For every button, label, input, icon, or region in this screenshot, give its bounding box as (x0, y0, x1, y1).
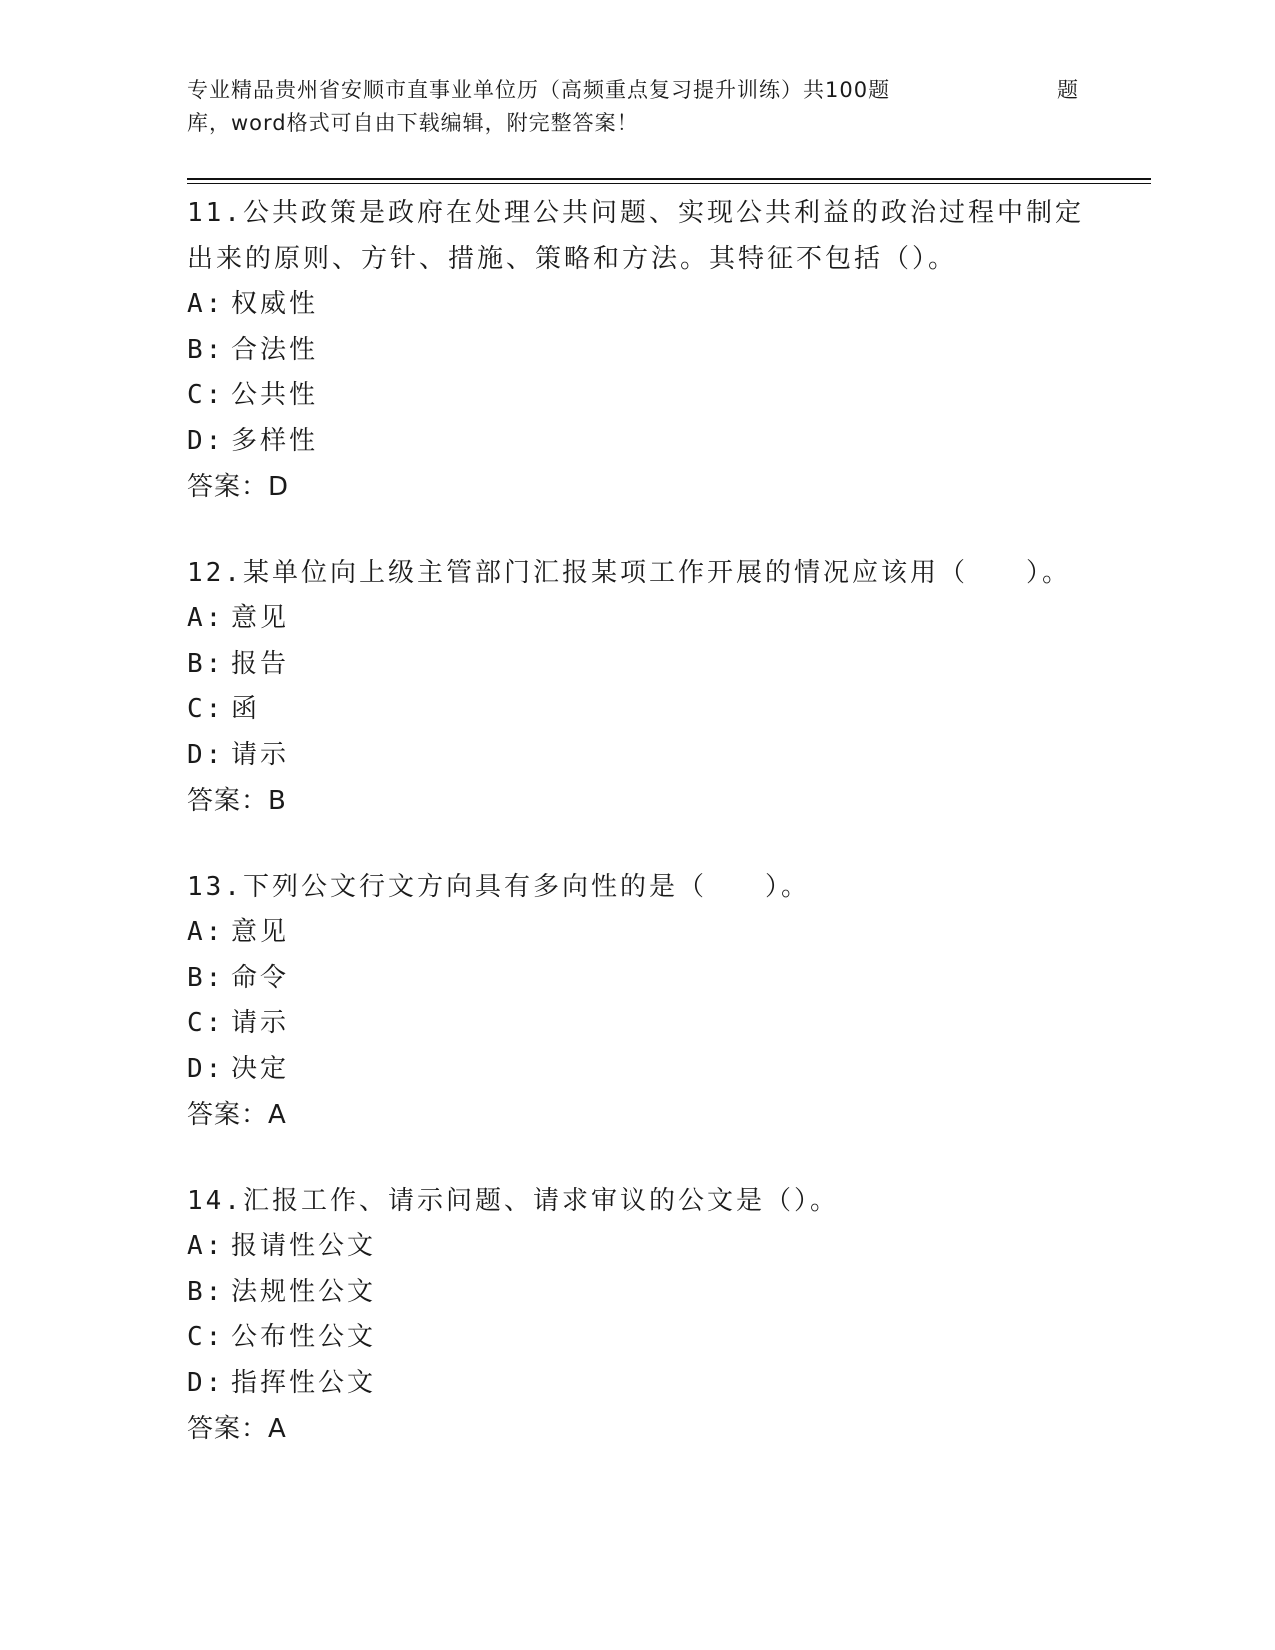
option-label: D: (187, 1367, 225, 1398)
question-stem-line-1: 14.汇报工作、请示问题、请求审议的公文是（）。 (187, 1186, 839, 1216)
option-text: 请示 (231, 1008, 290, 1038)
question-option (187, 956, 1087, 1002)
option-label: D: (187, 1053, 225, 1084)
question-item (187, 550, 1087, 824)
question-item (187, 1178, 1087, 1452)
question-option (187, 1224, 1087, 1270)
question-option (187, 1315, 1087, 1361)
header-line-1 (187, 74, 1087, 107)
option-label: A: (187, 603, 225, 633)
question-option (187, 642, 1087, 688)
question-answer: 答案：A (187, 1414, 287, 1444)
question-option (187, 1270, 1087, 1316)
question-option (187, 1361, 1087, 1407)
option-text: 命令 (231, 962, 290, 993)
question-option (187, 1001, 1087, 1047)
question-stem-line-1: 11.公共政策是政府在处理公共问题、实现公共利益的政治过程中制定 (187, 198, 1084, 228)
question-list (187, 190, 1087, 1492)
question-answer: 答案：B (187, 786, 287, 816)
question-stem-line-1: 13.下列公文行文方向具有多向性的是（ ）。 (187, 872, 810, 902)
option-text: 意见 (231, 917, 290, 947)
option-label: B: (187, 334, 225, 365)
header-divider-thick (187, 178, 1151, 180)
header-title-tail: 题 (1057, 78, 1079, 102)
question-option (187, 596, 1087, 642)
option-text: 意见 (231, 603, 290, 633)
header-title-line-1: 专业精品贵州省安顺市直事业单位历（高频重点复习提升训练）共100题 (187, 78, 891, 102)
option-label: C: (187, 1008, 225, 1038)
option-label: B: (187, 1276, 225, 1307)
question-option (187, 328, 1087, 374)
option-label: C: (187, 1322, 225, 1352)
question-answer: 答案：D (187, 472, 290, 502)
option-text: 合法性 (231, 334, 319, 365)
option-label: C: (187, 380, 225, 410)
question-option (187, 373, 1087, 419)
question-item (187, 190, 1087, 510)
question-stem-line-2: 出来的原则、方针、措施、策略和方法。其特征不包括（）。 (187, 244, 958, 274)
question-option (187, 733, 1087, 779)
header-divider-thin (187, 183, 1151, 184)
option-label: C: (187, 694, 225, 724)
question-stem-line-1: 12.某单位向上级主管部门汇报某项工作开展的情况应该用（ ）。 (187, 558, 1071, 588)
question-option (187, 687, 1087, 733)
option-label: A: (187, 289, 225, 319)
question-option (187, 282, 1087, 328)
question-option (187, 419, 1087, 465)
question-option (187, 1047, 1087, 1093)
question-answer: 答案：A (187, 1100, 287, 1130)
question-option (187, 910, 1087, 956)
question-item (187, 864, 1087, 1138)
option-label: A: (187, 917, 225, 947)
option-text: 多样性 (231, 425, 319, 456)
option-text: 公布性公文 (231, 1322, 377, 1352)
option-text: 法规性公文 (231, 1276, 377, 1307)
option-text: 权威性 (231, 289, 319, 319)
option-label: D: (187, 739, 225, 770)
option-label: B: (187, 648, 225, 679)
header-title-line-2: 库，word格式可自由下载编辑，附完整答案！ (187, 111, 639, 135)
option-label: B: (187, 962, 225, 993)
option-text: 决定 (231, 1053, 290, 1084)
option-label: A: (187, 1231, 225, 1261)
option-label: D: (187, 425, 225, 456)
option-text: 报请性公文 (231, 1231, 377, 1261)
option-text: 报告 (231, 648, 290, 679)
option-text: 指挥性公文 (231, 1367, 377, 1398)
option-text: 函 (231, 694, 261, 724)
document-header (187, 74, 1087, 140)
option-text: 请示 (231, 739, 290, 770)
option-text: 公共性 (231, 380, 319, 410)
